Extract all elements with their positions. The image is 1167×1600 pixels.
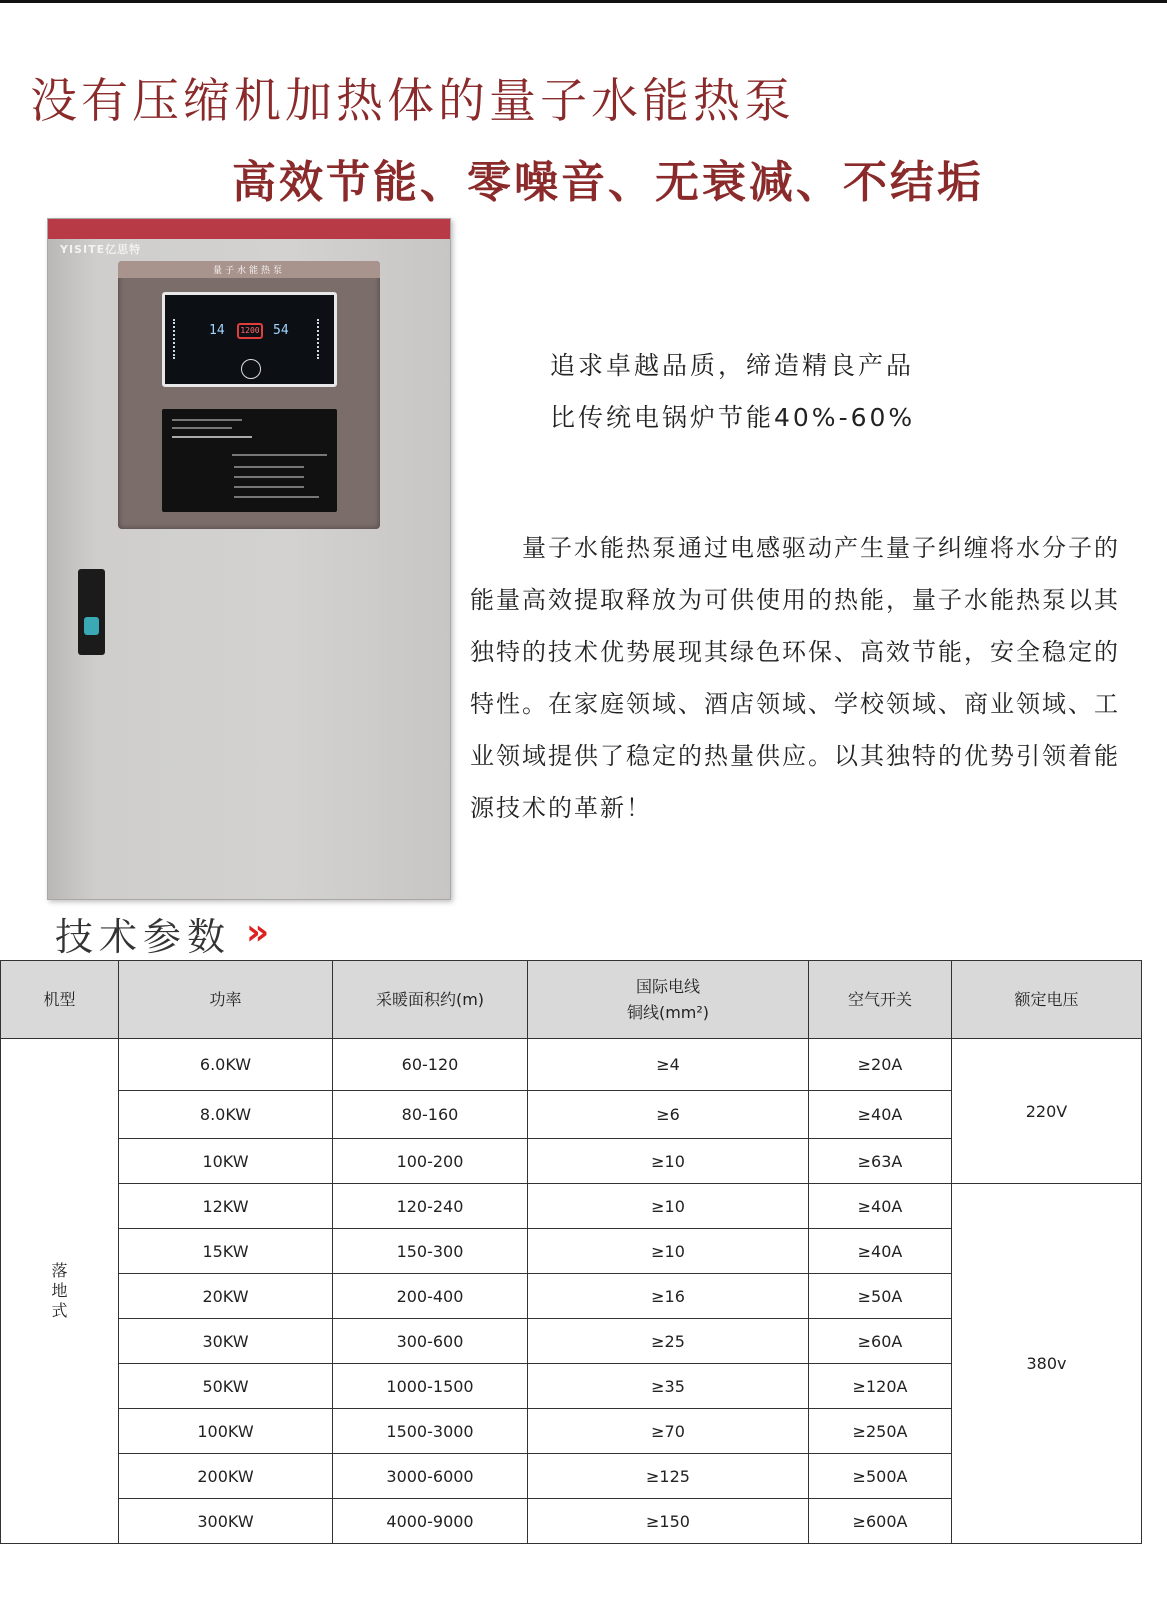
model-value: 落地式 — [51, 1261, 68, 1320]
header-voltage: 额定电压 — [952, 961, 1142, 1039]
cell-wire: ≥16 — [528, 1274, 809, 1319]
header-wire-line2: 铜线(mm²) — [626, 1002, 710, 1022]
window-label: 量子水能热泵 — [212, 266, 285, 276]
cell-area: 200-400 — [333, 1274, 528, 1319]
header-wire — [528, 961, 809, 1039]
slogan-quality: 追求卓越品质，缔造精良产品 — [550, 351, 915, 380]
cabinet-top-band — [48, 219, 450, 239]
product-description: 量子水能热泵通过电感驱动产生量子纠缠将水分子的能量高效提取释放为可供使用的热能，量子水能热泵以其独特的技术优势展现其绿色环保、高效节能，安全稳定的特性。在家庭领域、酒店领域、学校领域、商业领域、工业领域提供了稳定的热量供应。以其独特的优势引领着能源技术的革新！ — [470, 534, 1120, 822]
header-power: 功率 — [119, 961, 333, 1039]
cell-power: 200KW — [119, 1454, 333, 1499]
cell-area: 300-600 — [333, 1319, 528, 1364]
headline: 没有压缩机加热体的量子水能热泵 — [30, 74, 795, 129]
lcd-right-temp: 54 — [273, 323, 289, 338]
cell-power: 100KW — [119, 1409, 333, 1454]
cell-area: 80-160 — [333, 1091, 528, 1139]
top-rule — [0, 0, 1167, 3]
door-handle — [78, 569, 105, 655]
cell-breaker: ≥250A — [809, 1409, 952, 1454]
header-wire-line1: 国际电线 — [635, 976, 700, 996]
cell-power: 8.0KW — [119, 1091, 333, 1139]
cell-breaker: ≥40A — [809, 1184, 952, 1229]
cell-wire: ≥10 — [528, 1184, 809, 1229]
lock-icon — [84, 617, 99, 635]
cell-breaker: ≥63A — [809, 1139, 952, 1184]
cell-power: 50KW — [119, 1364, 333, 1409]
cell-power: 10KW — [119, 1139, 333, 1184]
cell-wire: ≥6 — [528, 1091, 809, 1139]
cell-power: 12KW — [119, 1184, 333, 1229]
cell-area: 1000-1500 — [333, 1364, 528, 1409]
cell-area: 100-200 — [333, 1139, 528, 1184]
lcd-right-icons — [317, 319, 323, 359]
cell-voltage-220: 220V — [952, 1039, 1142, 1184]
cell-breaker: ≥20A — [809, 1039, 952, 1091]
table-header-row — [1, 961, 1142, 1039]
cell-breaker: ≥500A — [809, 1454, 952, 1499]
cell-breaker: ≥60A — [809, 1319, 952, 1364]
subheadline: 高效节能、零噪音、无衰减、不结垢 — [232, 157, 984, 208]
cell-power: 30KW — [119, 1319, 333, 1364]
lcd-display — [162, 292, 337, 387]
lcd-left-icons — [173, 319, 179, 359]
cell-area: 1500-3000 — [333, 1409, 528, 1454]
product-image — [47, 218, 451, 900]
cell-breaker: ≥40A — [809, 1091, 952, 1139]
cell-power: 6.0KW — [119, 1039, 333, 1091]
spec-table — [0, 960, 1142, 1544]
info-plate — [162, 409, 337, 512]
cell-power: 300KW — [119, 1499, 333, 1544]
table-row — [1, 1039, 1142, 1091]
lcd-clock: 1200 — [237, 323, 263, 339]
control-window — [118, 261, 380, 529]
cell-area: 4000-9000 — [333, 1499, 528, 1544]
cell-voltage-380: 380v — [952, 1184, 1142, 1544]
cell-breaker: ≥50A — [809, 1274, 952, 1319]
header-model: 机型 — [1, 961, 119, 1039]
cell-breaker: ≥40A — [809, 1229, 952, 1274]
header-breaker: 空气开关 — [809, 961, 952, 1039]
cell-wire: ≥4 — [528, 1039, 809, 1091]
table-row — [1, 1184, 1142, 1229]
cell-wire: ≥125 — [528, 1454, 809, 1499]
cell-power: 15KW — [119, 1229, 333, 1274]
slogan-saving: 比传统电锅炉节能40%-60% — [550, 403, 916, 432]
cell-wire: ≥70 — [528, 1409, 809, 1454]
cell-wire: ≥10 — [528, 1139, 809, 1184]
cell-wire: ≥35 — [528, 1364, 809, 1409]
window-strip — [118, 261, 380, 278]
cell-wire: ≥10 — [528, 1229, 809, 1274]
section-title: 技术参数 — [55, 915, 232, 959]
power-icon — [241, 359, 261, 379]
cell-area: 120-240 — [333, 1184, 528, 1229]
cell-model — [1, 1039, 119, 1544]
cell-wire: ≥25 — [528, 1319, 809, 1364]
brand-logo: YISITE亿思特 — [60, 243, 142, 256]
cell-area: 3000-6000 — [333, 1454, 528, 1499]
cell-area: 150-300 — [333, 1229, 528, 1274]
chevron-icon: » — [246, 912, 264, 953]
lcd-left-temp: 14 — [209, 323, 225, 338]
cell-power: 20KW — [119, 1274, 333, 1319]
cell-area: 60-120 — [333, 1039, 528, 1091]
cell-breaker: ≥600A — [809, 1499, 952, 1544]
cell-wire: ≥150 — [528, 1499, 809, 1544]
cell-breaker: ≥120A — [809, 1364, 952, 1409]
header-area: 采暖面积约(m) — [333, 961, 528, 1039]
